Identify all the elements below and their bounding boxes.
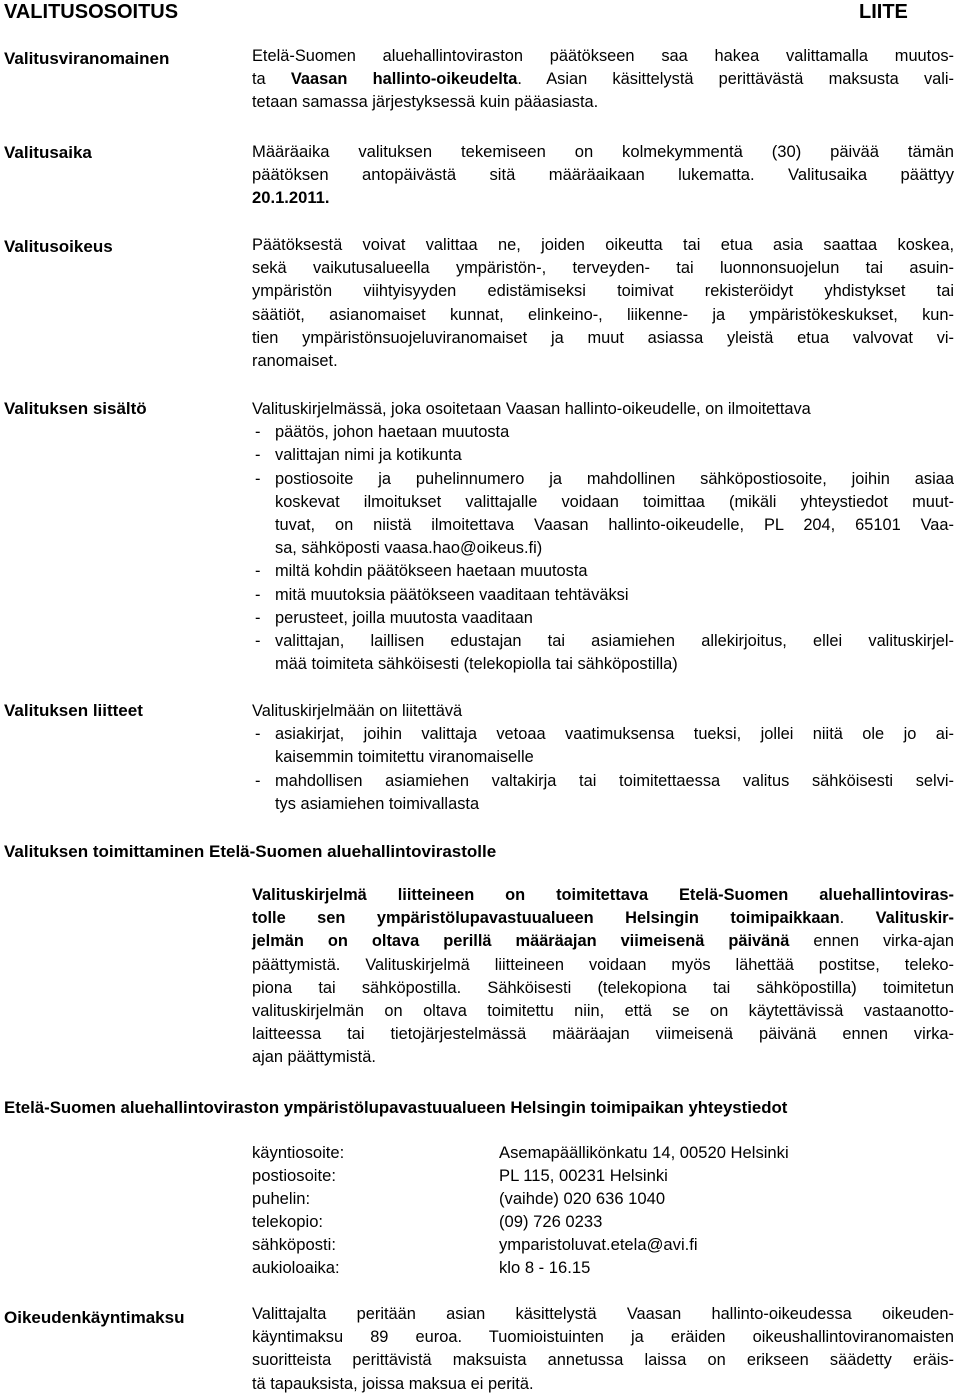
contact-value: (vaihde) 020 636 1040 — [499, 1189, 666, 1208]
section-body-valituksen-liitteet: Valituskirjelmään on liitettävä - asiakirjat, joihin valittaja vetoaa vaatimuksensa tueksi, jollei niitä ole jo ai- kaisemmin toimitettu viranomaiselle - mahdollisen asiamiehen valtakirja tai toimitettaessa valitus sähköisesti selvi- tys asiamiehen toimivallasta — [252, 700, 954, 816]
section-label-oikeudenkayntimaksu: Oikeudenkäyntimaksu — [4, 1308, 185, 1327]
contact-key: postiosoite: — [252, 1166, 336, 1185]
list-item: - miltä kohdin päätökseen haetaan muutosta — [252, 560, 954, 583]
contact-value: PL 115, 00231 Helsinki — [499, 1166, 668, 1185]
attachment-label: LIITE — [859, 1, 908, 23]
list-item: - perusteet, joilla muutosta vaaditaan — [252, 607, 954, 630]
contact-key: aukioloaika: — [252, 1258, 340, 1277]
list-item: - postiosoite ja puhelinnumero ja mahdollinen sähköpostiosoite, joihin asiaa — [252, 468, 954, 491]
contact-value: Asemapäällikönkatu 14, 00520 Helsinki — [499, 1143, 789, 1162]
contact-key: telekopio: — [252, 1212, 324, 1231]
section-title-toimittaminen: Valituksen toimittaminen Etelä-Suomen aluehallintovirastolle — [4, 842, 497, 861]
contact-value: (09) 726 0233 — [499, 1212, 603, 1231]
section-label-valituksen-liitteet: Valituksen liitteet — [4, 701, 143, 720]
contact-email[interactable]: ymparistoluvat.etela@avi.fi — [499, 1235, 698, 1254]
list-item: - mitä muutoksia päätökseen vaaditaan tehtäväksi — [252, 584, 954, 607]
contact-key: puhelin: — [252, 1189, 311, 1208]
list-item: - valittajan, laillisen edustajan tai asiamiehen allekirjoitus, ellei valituskirjel- — [252, 630, 954, 653]
contact-key: sähköposti: — [252, 1235, 336, 1254]
contact-key: käyntiosoite: — [252, 1143, 345, 1162]
section-body-valitusaika: Määräaika valituksen tekemiseen on kolmekymmentä (30) päivää tämän päätöksen antopäivästä sitä määräaikaan lukematta. Valitusaika päättyy 20.1.2011. — [252, 142, 954, 208]
section-body-toimittaminen: Valituskirjelmä liitteineen on toimitettava Etelä-Suomen aluehallintoviras- tolle sen ympäristölupavastuualueen Helsingin toimipaikkaan. Valituskir- jelmän on oltava perillä määräajan viimeisenä päivänä ennen virka-ajan päättymistä. Valituskirjelmä liitteineen voidaan myös lähettää postitse, teleko- piona tai sähköpostilla. Sähköisesti (telekopiona tai sähköpostilla) toimitetun valituskirjelmän on oltava toimitettu niin, että se on käytettävissä vastaanotto- laitteessa tai tietojärjestelmässä määräajan viimeisenä päivänä ennen virka- ajan päättymistä. — [252, 886, 955, 1067]
section-body-valitusoikeus: Päätöksestä voivat valittaa ne, joiden oikeutta tai etua asia saattaa koskea, sekä vaikutusalueella ympäristön-, terveyden- tai luonnonsuojelun tai asuin- ympäristön viihtyisyyden edistämiseksi toimivat rekisteröidyt yhdistykset tai säätiöt, asianomaiset kunnat, elinkeino-, liikenne- ja ympäristökeskukset, kun- tien ympäristönsuojeluviranomaiset ja muut asiassa yleistä etua valvovat vi- ranomaiset. — [252, 236, 954, 371]
document-title: VALITUSOSOITUS — [4, 1, 179, 23]
contact-value: klo 8 - 16.15 — [499, 1258, 591, 1277]
section-label-valituksen-sisalto: Valituksen sisältö — [4, 399, 147, 418]
section-body-valitusviranomainen: Etelä-Suomen aluehallintoviraston päätökseen saa hakea valittamalla muutos- ta Vaasan hallinto-oikeudelta. Asian käsittelystä perittävästä maksusta vali- tetaan samassa järjestyksessä kuin pääasiasta. — [252, 47, 954, 112]
section-label-valitusaika: Valitusaika — [4, 143, 92, 162]
list-item: - mahdollisen asiamiehen valtakirja tai toimitettaessa valitus sähköisesti selvi- — [252, 770, 954, 793]
section-label-valitusoikeus: Valitusoikeus — [4, 237, 113, 256]
section-body-oikeudenkayntimaksu: Valittajalta peritään asian käsittelystä Vaasan hallinto-oikeudessa oikeuden- käyntimaksu 89 euroa. Tuomioistuinten ja eräiden oikeushallintoviranomaisten suoritteista perittävistä maksuista annetussa laissa on erikseen säädetty eräis- tä tapauksista, joissa maksua ei peritä. — [252, 1305, 954, 1393]
list-item: - valittajan nimi ja kotikunta — [252, 444, 954, 467]
section-label-valitusviranomainen: Valitusviranomainen — [4, 49, 170, 68]
section-title-yhteystiedot: Etelä-Suomen aluehallintoviraston ympäristölupavastuualueen Helsingin toimipaikan yhteystiedot — [4, 1098, 788, 1117]
list-item: - päätös, johon haetaan muutosta — [252, 421, 954, 444]
section-body-valituksen-sisalto: Valituskirjelmässä, joka osoitetaan Vaasan hallinto-oikeudelle, on ilmoitettava - päätös, johon haetaan muutosta - valittajan nimi ja kotikunta - postiosoite ja puhelinnumero ja mahdollinen sähköpostiosoite, joihin asiaa koskevat ilmoitukset valittajalle voidaan toimittaa (mikäli yhteystiedot muut- tuvat, on niistä ilmoitettava Vaasan hallinto-oikeudelle, PL 204, 65101 Vaa- sa, sähköposti vaasa.hao@oikeus.fi) - miltä kohdin päätökseen haetaan muutosta - mitä muutoksia päätökseen vaaditaan tehtäväksi - perusteet, joilla muutosta vaaditaan - valittajan, laillisen edustajan tai asiamiehen allekirjoitus, ellei valituskirjel- mää toimiteta sähköisesti (telekopiolla tai sähköpostilla) — [252, 398, 954, 676]
list-item: - asiakirjat, joihin valittaja vetoaa vaatimuksensa tueksi, jollei niitä ole jo ai- — [252, 723, 954, 746]
